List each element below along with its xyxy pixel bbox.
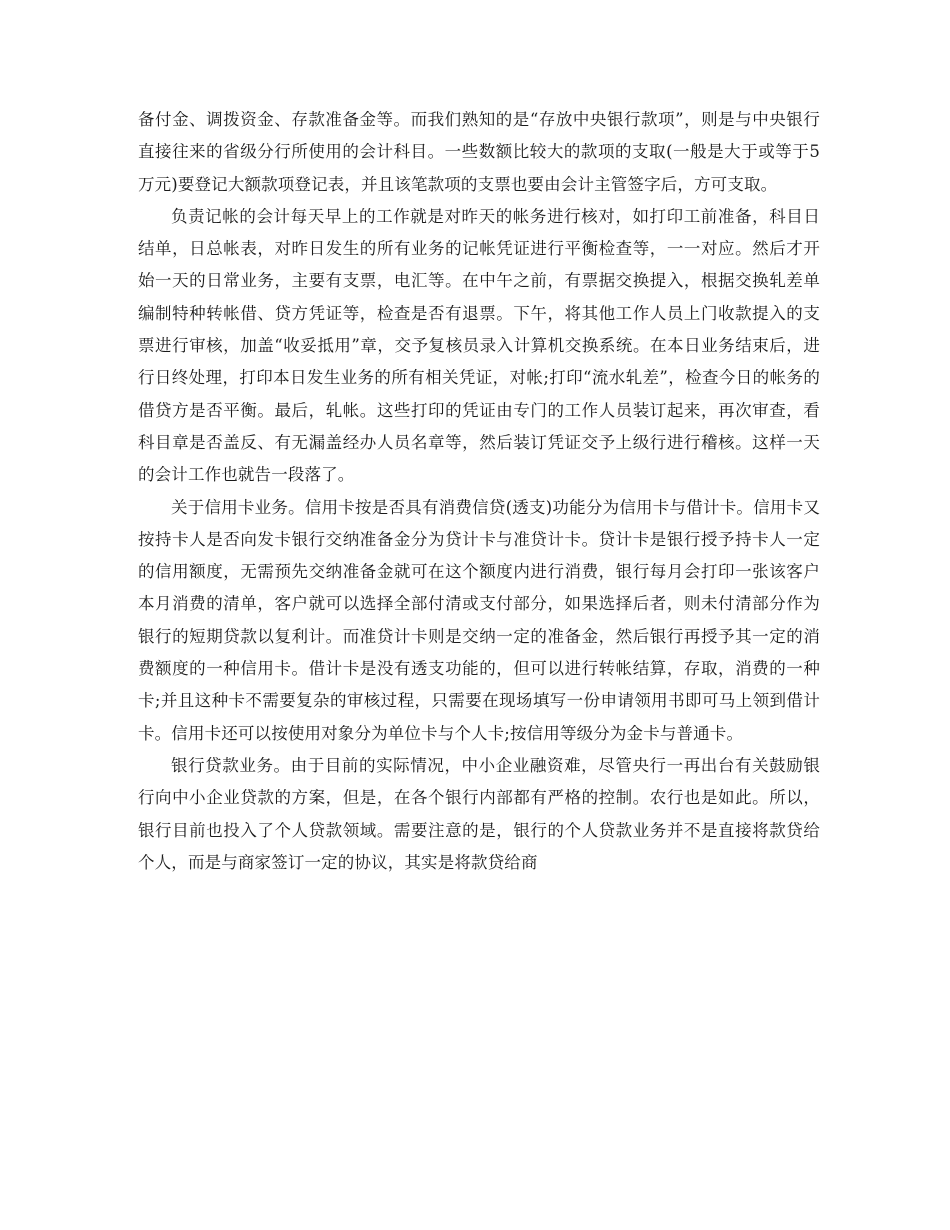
paragraph-credit-card: 关于信用卡业务。信用卡按是否具有消费信贷(透支)功能分为信用卡与借计卡。信用卡又按持卡人是否向发卡银行交纳准备金分为贷计卡与准贷计卡。贷计卡是银行授予持卡人一定的信用额度，无需预先交纳准备金就可在这个额度内进行消费，银行每月会打印一张该客户本月消费的清单，客户就可以选择全部付清或支付部分，如果选择后者，则未付清部分作为银行的短期贷款以复利计。而准贷计卡则是交纳一定的准备金，然后银行再授予其一定的消费额度的一种信用卡。借计卡是没有透支功能的，但可以进行转帐结算，存取，消费的一种卡;并且这种卡不需要复杂的审核过程，只需要在现场填写一份申请领用书即可马上领到借计卡。信用卡还可以按使用对象分为单位卡与个人卡;按信用等级分为金卡与普通卡。	[138, 497, 820, 743]
paragraph-bank-loans: 银行贷款业务。由于目前的实际情况，中小企业融资难，尽管央行一再出台有关鼓励银行向中小企业贷款的方案，但是，在各个银行内部都有严格的控制。农行也是如此。所以，银行目前也投入了个人贷款领域。需要注意的是，银行的个人贷款业务并不是直接将款贷给个人，而是与商家签订一定的协议，其实是将款贷给商	[138, 755, 820, 872]
document-page	[138, 104, 820, 879]
paragraph-reserve-accounts: 备付金、调拨资金、存款准备金等。而我们熟知的是“存放中央银行款项”，则是与中央银行直接往来的省级分行所使用的会计科目。一些数额比较大的款项的支取(一般是大于或等于5万元)要登记大额款项登记表，并且该笔款项的支票也要由会计主管签字后，方可支取。	[138, 110, 820, 194]
paragraph-daily-accounting: 负责记帐的会计每天早上的工作就是对昨天的帐务进行核对，如打印工前准备，科目日结单，日总帐表，对昨日发生的所有业务的记帐凭证进行平衡检查等，一一对应。然后才开始一天的日常业务，主要有支票，电汇等。在中午之前，有票据交换提入，根据交换轧差单编制特种转帐借、贷方凭证等，检查是否有退票。下午，将其他工作人员上门收款提入的支票进行审核，加盖“收妥抵用”章，交予复核员录入计算机交换系统。在本日业务结束后，进行日终处理，打印本日发生业务的所有相关凭证，对帐;打印“流水轧差”，检查今日的帐务的借贷方是否平衡。最后，轧帐。这些打印的凭证由专门的工作人员装订起来，再次审查，看科目章是否盖反、有无漏盖经办人员名章等，然后装订凭证交予上级行进行稽核。这样一天的会计工作也就告一段落了。	[138, 206, 820, 485]
